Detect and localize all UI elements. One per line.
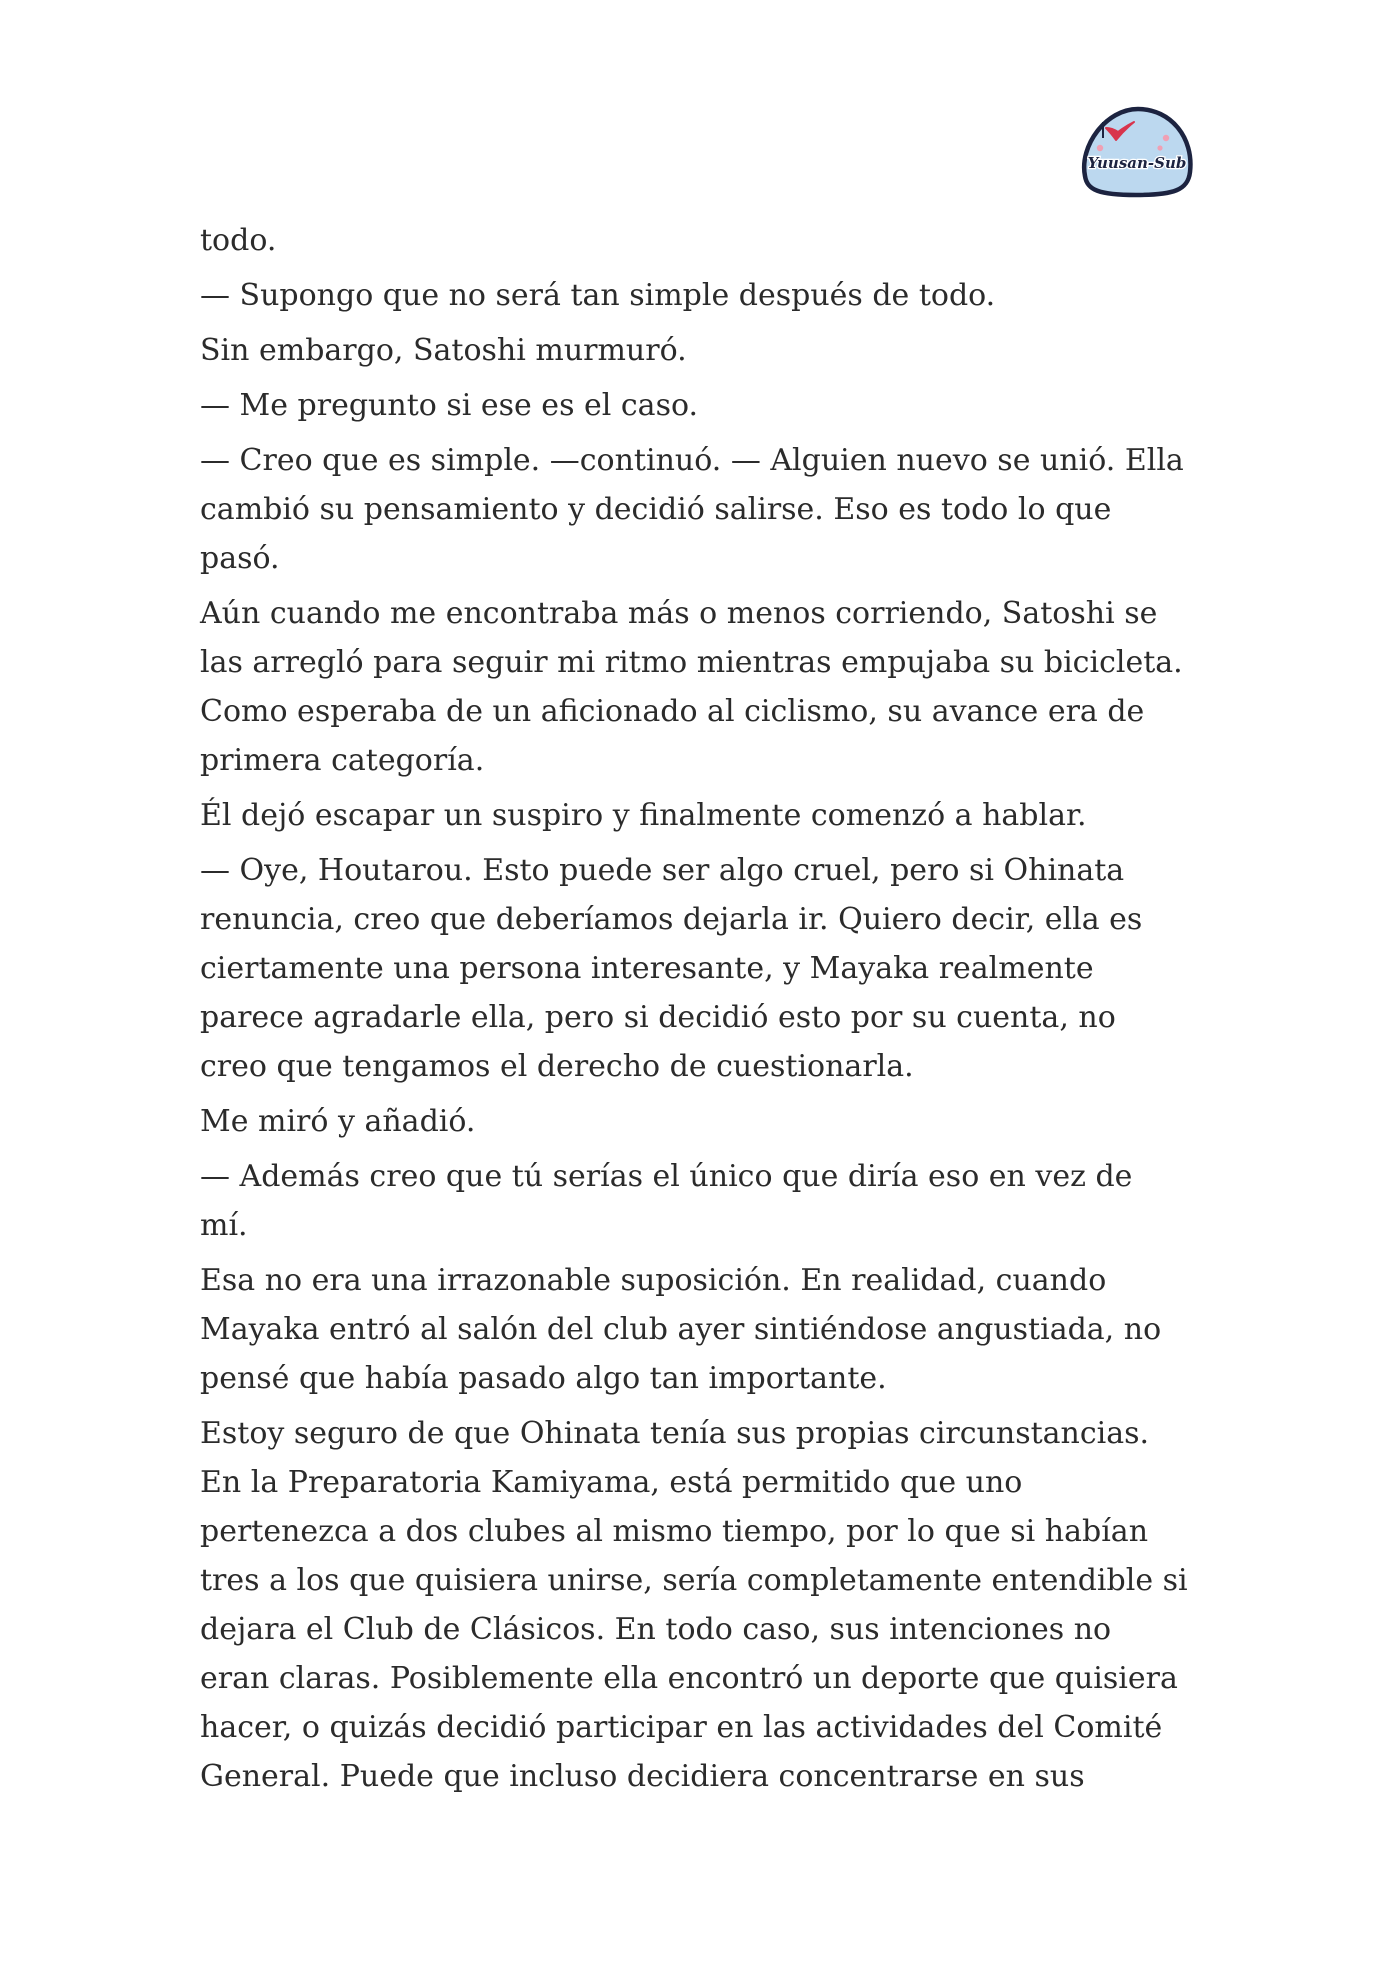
text-line: — Además creo que tú serías el único que diría eso en vez de xyxy=(200,1159,1133,1194)
paragraph xyxy=(200,791,1188,840)
logo-dot xyxy=(1157,145,1162,150)
text-line: pertenezca a dos clubes al mismo tiempo, por lo que si habían xyxy=(200,1514,1149,1549)
text-line: ciertamente una persona interesante, y Mayaka realmente xyxy=(200,951,1094,986)
logo-blob xyxy=(1084,109,1190,195)
text-line: Como esperaba de un aficionado al ciclismo, su avance era de xyxy=(200,694,1145,729)
text-line: renuncia, creo que deberíamos dejarla ir. Quiero decir, ella es xyxy=(200,902,1143,937)
page-body-text xyxy=(200,216,1188,1807)
paragraph xyxy=(200,846,1188,1091)
text-line: pasó. xyxy=(200,541,280,576)
text-line: Esa no era una irrazonable suposición. En realidad, cuando xyxy=(200,1263,1107,1298)
paragraph xyxy=(200,1152,1188,1250)
paragraph xyxy=(200,1409,1188,1801)
text-line: — Me pregunto si ese es el caso. xyxy=(200,388,699,423)
text-line: eran claras. Posiblemente ella encontró un deporte que quisiera xyxy=(200,1661,1178,1696)
paragraph xyxy=(200,589,1188,785)
text-line: Mayaka entró al salón del club ayer sintiéndose angustiada, no xyxy=(200,1312,1162,1347)
logo-wordmark: Yuusan-Sub xyxy=(1087,154,1187,172)
text-line: las arregló para seguir mi ritmo mientras empujaba su bicicleta. xyxy=(200,645,1183,680)
text-line: todo. xyxy=(200,223,277,258)
logo-badge xyxy=(1076,104,1196,200)
logo-dot xyxy=(1097,145,1103,151)
text-line: cambió su pensamiento y decidió salirse. Eso es todo lo que xyxy=(200,492,1112,527)
paragraph xyxy=(200,216,1188,265)
text-line: mí. xyxy=(200,1208,248,1243)
text-line: Él dejó escapar un suspiro y finalmente comenzó a hablar. xyxy=(200,798,1087,833)
text-line: — Oye, Houtarou. Esto puede ser algo cruel, pero si Ohinata xyxy=(200,853,1125,888)
text-line: General. Puede que incluso decidiera concentrarse en sus xyxy=(200,1759,1085,1794)
text-line: — Creo que es simple. —continuó. — Alguien nuevo se unió. Ella xyxy=(200,443,1184,478)
logo-dot xyxy=(1163,135,1169,141)
text-line: primera categoría. xyxy=(200,743,485,778)
text-line: En la Preparatoria Kamiyama, está permitido que uno xyxy=(200,1465,1023,1500)
text-line: dejara el Club de Clásicos. En todo caso, sus intenciones no xyxy=(200,1612,1112,1647)
paragraph xyxy=(200,1256,1188,1403)
text-line: Me miró y añadió. xyxy=(200,1104,476,1139)
yuusan-sub-logo xyxy=(1076,104,1196,200)
paragraph xyxy=(200,381,1188,430)
text-line: Aún cuando me encontraba más o menos corriendo, Satoshi se xyxy=(200,596,1158,631)
text-line: tres a los que quisiera unirse, sería completamente entendible si xyxy=(200,1563,1188,1598)
text-line: Sin embargo, Satoshi murmuró. xyxy=(200,333,687,368)
text-line: Estoy seguro de que Ohinata tenía sus propias circunstancias. xyxy=(200,1416,1150,1451)
text-line: creo que tengamos el derecho de cuestionarla. xyxy=(200,1049,914,1084)
paragraph xyxy=(200,326,1188,375)
paragraph xyxy=(200,271,1188,320)
paragraph xyxy=(200,436,1188,583)
text-line: pensé que había pasado algo tan importante. xyxy=(200,1361,887,1396)
text-line: — Supongo que no será tan simple después de todo. xyxy=(200,278,996,313)
text-line: parece agradarle ella, pero si decidió esto por su cuenta, no xyxy=(200,1000,1116,1035)
text-line: hacer, o quizás decidió participar en las actividades del Comité xyxy=(200,1710,1163,1745)
paragraph xyxy=(200,1097,1188,1146)
